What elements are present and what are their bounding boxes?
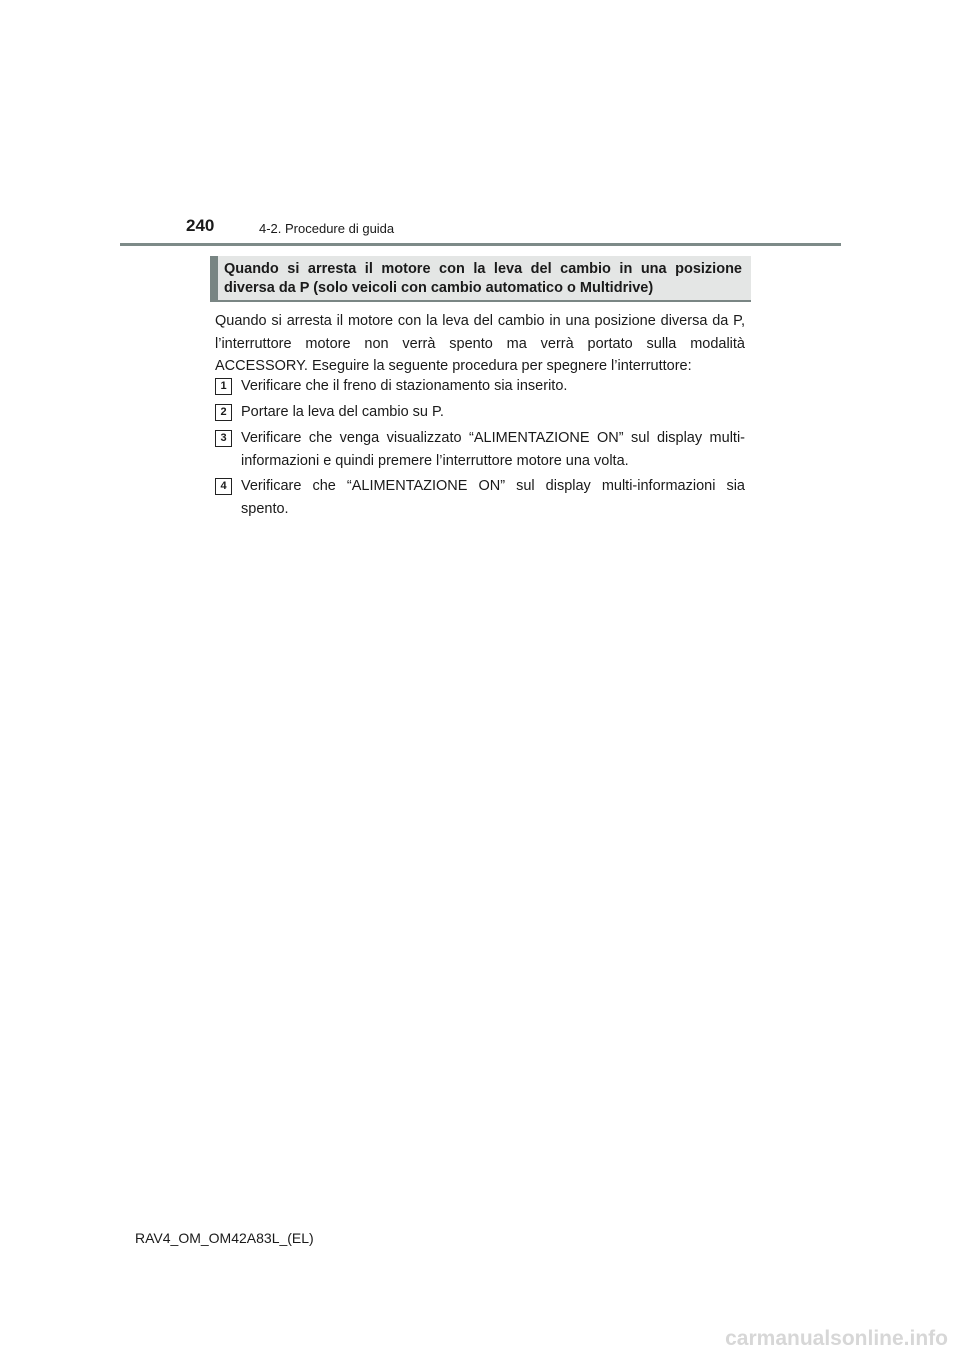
step-number-badge: 2: [215, 404, 232, 421]
step-text: Verificare che il freno di stazionamento sia inserito.: [241, 378, 568, 394]
watermark: carmanualsonline.info: [725, 1327, 948, 1350]
step-text: Portare la leva del cambio su P.: [241, 404, 444, 420]
title-accent-bar: [210, 256, 218, 300]
section-title-box: [210, 256, 751, 302]
step-number-badge: 4: [215, 478, 232, 495]
intro-paragraph: Quando si arresta il motore con la leva del cambio in una posizione diversa da P, l’interruttore motore non verrà spento ma verrà portato sulla modalità ACCESSORY. Eseguire la seguente procedura per spegnere l’interruttore:: [215, 313, 745, 374]
step-text: Verificare che venga visualizzato “ALIMENTAZIONE ON” sul display multi-informazioni e quindi premere l’interruttore motore una volta.: [241, 430, 745, 469]
step-number-badge: 3: [215, 430, 232, 447]
section-title: Quando si arresta il motore con la leva del cambio in una posizione diversa da P (solo veicoli con cambio automatico o Multidrive): [224, 261, 742, 296]
header-divider: [120, 243, 841, 246]
section-label: 4-2. Procedure di guida: [259, 221, 395, 236]
step-number-badge: 1: [215, 378, 232, 395]
page-number: 240: [186, 216, 215, 235]
document-footer-code: RAV4_OM_OM42A83L_(EL): [135, 1230, 314, 1246]
step-text: Verificare che “ALIMENTAZIONE ON” sul display multi-informazioni sia spento.: [241, 478, 745, 517]
